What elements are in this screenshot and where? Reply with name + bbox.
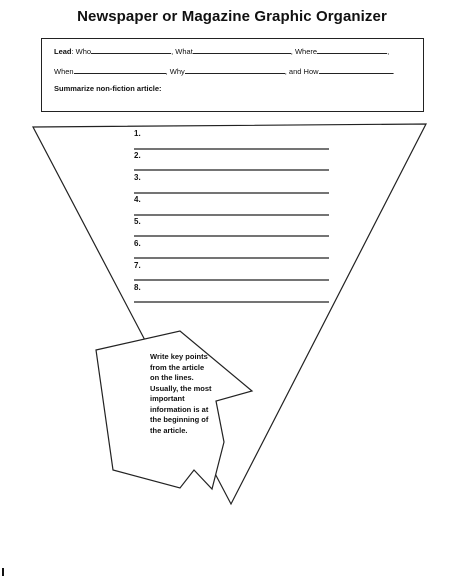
line-number-7: 7. xyxy=(134,261,141,270)
line-number-1: 1. xyxy=(134,129,141,138)
line-number-3: 3. xyxy=(134,173,141,182)
summarize-label: Summarize non-fiction article: xyxy=(54,84,162,93)
when-label: When xyxy=(54,67,74,76)
line-number-8: 8. xyxy=(134,283,141,292)
row1-comma: , xyxy=(387,47,390,56)
who-label: : Who xyxy=(71,47,92,56)
callout-text: Write key points from the article on the lines. Usually, the most important information is at the beginning of the article. xyxy=(150,352,212,435)
what-label: , What xyxy=(171,47,193,56)
line-number-2: 2. xyxy=(134,151,141,160)
line-number-5: 5. xyxy=(134,217,141,226)
line-number-6: 6. xyxy=(134,239,141,248)
page-title: Newspaper or Magazine Graphic Organizer xyxy=(77,8,387,25)
where-label: , Where xyxy=(290,47,318,56)
how-label: , and How xyxy=(284,67,319,76)
why-label: , Why xyxy=(165,67,185,76)
scan-mark xyxy=(2,568,4,576)
line-number-4: 4. xyxy=(134,195,141,204)
inverted-triangle xyxy=(33,124,426,504)
lead-label: Lead xyxy=(54,47,72,56)
row2-period: . xyxy=(392,67,395,76)
